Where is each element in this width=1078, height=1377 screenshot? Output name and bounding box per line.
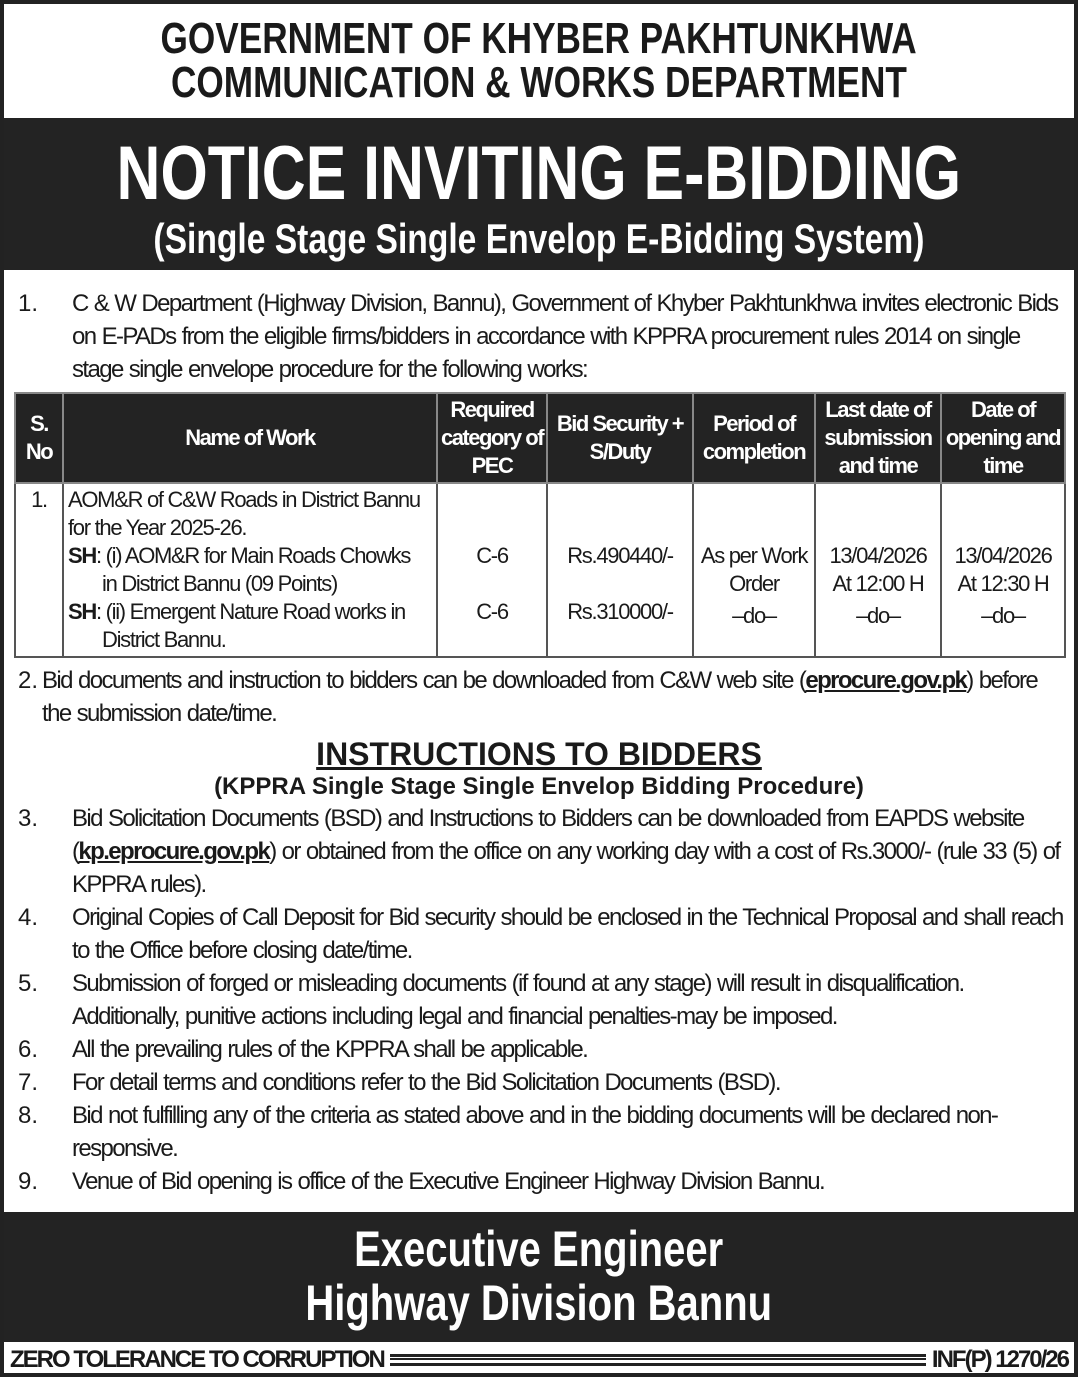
paragraph-5 bbox=[14, 967, 1064, 1033]
sh2 bbox=[68, 598, 432, 626]
period2: –do– bbox=[732, 603, 776, 628]
sub-time: At 12:00 H bbox=[832, 571, 924, 596]
sh-text: : (ii) Emergent Nature Road works in bbox=[95, 599, 405, 624]
work-main: AOM&R of C&W Roads in District Bannu for the Year 2025-26. bbox=[68, 487, 420, 540]
item-text: ) before the submission date/time. bbox=[42, 667, 1038, 727]
item-text: Original Copies of Call Deposit for Bid security should be enclosed in the Technical Proposal and shall reach to the Office before closing date/time. bbox=[72, 904, 1063, 964]
kp-eprocure-link[interactable]: kp.eprocure.gov.pk bbox=[78, 838, 270, 865]
cell-submission bbox=[815, 483, 941, 657]
table-row bbox=[15, 483, 1065, 657]
sub2: –do– bbox=[856, 603, 900, 628]
item-number: 6. bbox=[18, 1036, 39, 1063]
cell-category bbox=[437, 483, 547, 657]
paragraph-6 bbox=[14, 1033, 1064, 1066]
paragraph-3 bbox=[14, 802, 1064, 901]
signatory-office: Highway Division Bannu bbox=[305, 1275, 773, 1331]
cell-work bbox=[63, 483, 437, 657]
open-time: At 12:30 H bbox=[957, 571, 1049, 596]
period1: As per Work Order bbox=[700, 543, 808, 596]
department-title: COMMUNICATION & WORKS DEPARTMENT bbox=[171, 58, 907, 107]
footer bbox=[4, 1342, 1074, 1377]
eprocure-link[interactable]: eprocure.gov.pk bbox=[805, 667, 967, 694]
col-name-of-work: Name of Work bbox=[63, 393, 437, 483]
item-number: 3. bbox=[18, 805, 39, 832]
col-category: Required category of PEC bbox=[437, 393, 547, 483]
item-text: Venue of Bid opening is office of the Executive Engineer Highway Division Bannu. bbox=[72, 1168, 825, 1195]
instructions-subtitle: (KPPRA Single Stage Single Envelop Bidding Procedure) bbox=[214, 773, 864, 800]
item-number: 1. bbox=[18, 290, 39, 317]
sh1 bbox=[68, 542, 432, 570]
footer-rule bbox=[390, 1354, 926, 1366]
instructions-title: INSTRUCTIONS TO BIDDERS bbox=[316, 736, 762, 772]
item-text: Bid not fulfilling any of the criteria as stated above and in the bidding documents will be declared non-responsive. bbox=[72, 1102, 998, 1162]
sh2-cont: District Bannu. bbox=[102, 627, 226, 652]
item-number: 9. bbox=[18, 1168, 39, 1195]
paragraph-9 bbox=[14, 1165, 1064, 1198]
cell-security bbox=[547, 483, 693, 657]
col-opening: Date of opening and time bbox=[941, 393, 1065, 483]
notice-banner bbox=[4, 118, 1074, 270]
notice-body bbox=[14, 287, 1064, 1198]
col-sno: S. No bbox=[15, 393, 63, 483]
item-text: Bid documents and instruction to bidders can be downloaded from C&W web site ( bbox=[42, 667, 806, 694]
cell-opening bbox=[941, 483, 1065, 657]
item-number: 4. bbox=[18, 904, 39, 931]
cat2: C-6 bbox=[476, 599, 508, 624]
sh-label: SH bbox=[68, 599, 96, 624]
cell-period bbox=[693, 483, 815, 657]
sh-label: SH bbox=[68, 543, 96, 568]
paragraph-7 bbox=[14, 1066, 1064, 1099]
table-header-row bbox=[15, 393, 1065, 483]
notice-subtitle: (Single Stage Single Envelop E-Bidding System) bbox=[153, 215, 925, 262]
col-bid-security: Bid Security + S/Duty bbox=[547, 393, 693, 483]
header bbox=[4, 4, 1074, 118]
open-date: 13/04/2026 bbox=[954, 543, 1052, 568]
paragraph-1 bbox=[14, 287, 1064, 386]
sh1-cont: in District Bannu (09 Points) bbox=[102, 571, 337, 596]
paragraph-2 bbox=[14, 664, 1064, 730]
footer-reference: INF(P) 1270/26 bbox=[931, 1345, 1068, 1373]
sh-text: : (i) AOM&R for Main Roads Chowks bbox=[95, 543, 411, 568]
cat1: C-6 bbox=[476, 543, 508, 568]
item-text: All the prevailing rules of the KPPRA shall be applicable. bbox=[72, 1036, 588, 1063]
item-text: ) or obtained from the office on any working day with a cost of Rs.3000/- (rule 33 (5) of KPPRA rules). bbox=[72, 838, 1060, 898]
sec1: Rs.490440/- bbox=[567, 543, 673, 568]
cell-sno: 1. bbox=[15, 483, 63, 657]
government-title: GOVERNMENT OF KHYBER PAKHTUNKHWA bbox=[160, 14, 918, 63]
works-table bbox=[14, 392, 1066, 658]
sec2: Rs.310000/- bbox=[567, 599, 673, 624]
item-number: 5. bbox=[18, 970, 39, 997]
col-period: Period of completion bbox=[693, 393, 815, 483]
open2: –do– bbox=[981, 603, 1025, 628]
footer-slogan: ZERO TOLERANCE TO CORRUPTION bbox=[10, 1345, 384, 1373]
item-number: 7. bbox=[18, 1069, 39, 1096]
item-text: Submission of forged or misleading documents (if found at any stage) will result in disqualification. Additionally, punitive actions including legal and financial penalties-may be imposed. bbox=[72, 970, 964, 1030]
col-submission: Last date of submission and time bbox=[815, 393, 941, 483]
paragraph-8 bbox=[14, 1099, 1064, 1165]
signature-banner bbox=[4, 1212, 1074, 1342]
sub-date: 13/04/2026 bbox=[829, 543, 927, 568]
item-text: Bid Solicitation Documents (BSD) and Instructions to Bidders can be downloaded from EAPDS website ( bbox=[72, 805, 1024, 865]
paragraph-4 bbox=[14, 901, 1064, 967]
item-number: 2. bbox=[18, 667, 39, 694]
item-number: 8. bbox=[18, 1102, 39, 1129]
item-text: For detail terms and conditions refer to the Bid Solicitation Documents (BSD). bbox=[72, 1069, 780, 1096]
notice-title: NOTICE INVITING E-BIDDING bbox=[116, 131, 962, 216]
item-text: C & W Department (Highway Division, Bannu), Government of Khyber Pakhtunkhwa invites electronic Bids on E-PADs from the eligible firms/bidders in accordance with KPPRA procurement rules 2014 on single stage single envelope procedure for the following works: bbox=[72, 290, 1058, 383]
signatory-title: Executive Engineer bbox=[354, 1221, 724, 1277]
